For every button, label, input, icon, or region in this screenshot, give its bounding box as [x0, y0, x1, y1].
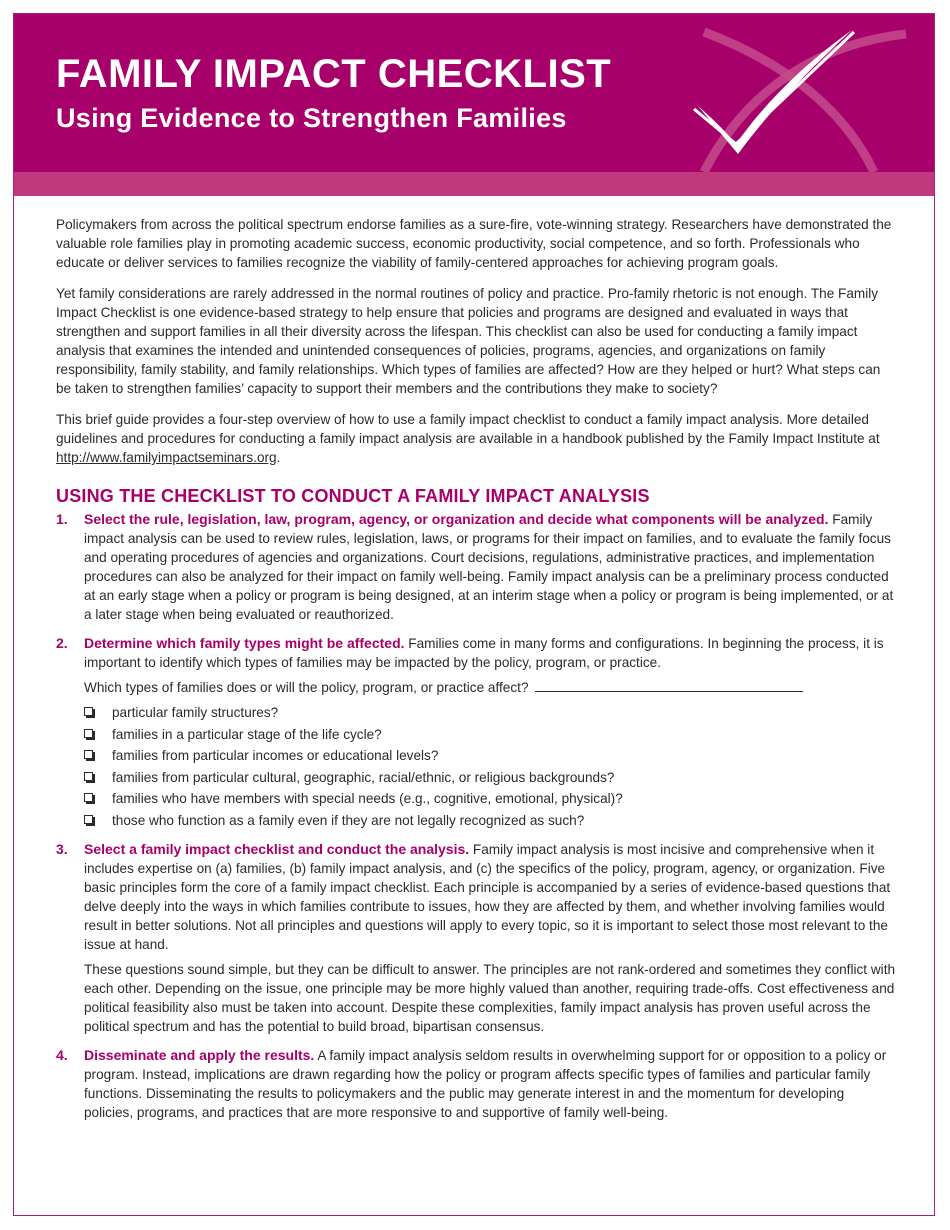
checklist-item[interactable]: [84, 746, 896, 765]
checkbox-icon[interactable]: [84, 772, 93, 781]
step-number: 4.: [56, 1046, 68, 1063]
family-type-checklist: [84, 703, 896, 830]
checkbox-icon[interactable]: [84, 707, 93, 716]
checklist-item[interactable]: [84, 789, 896, 808]
step-title: Select a family impact checklist and conduct the analysis.: [84, 840, 470, 857]
checklist-item[interactable]: [84, 811, 896, 830]
checkbox-icon[interactable]: [84, 750, 93, 759]
step-question: [84, 678, 896, 697]
checklist-item-label: those who function as a family even if they are not legally recognized as such?: [112, 812, 585, 828]
intro-paragraph-2: Yet family considerations are rarely addressed in the normal routines of policy and practice. Pro-family rhetoric is not enough. The Family Impact Checklist is one evidence-based strategy to help ensure that policies and programs are designed and evaluated in ways that strengthen and support families in all their diversity across the lifespan. This checklist can also be used for conducting a family impact analysis that examines the intended and unintended consequences of policies, programs, agencies, and organizations on family responsibility, family stability, and family relationships. Which types of families are affected? How are they helped or hurt? What steps can be taken to strengthen families’ capacity to support their members and the contributions they make to society?: [56, 286, 881, 396]
family-impact-link[interactable]: http://www.familyimpactseminars.org: [56, 450, 277, 465]
checklist-item-label: families from particular incomes or educational levels?: [112, 748, 439, 764]
step-number: 3.: [56, 840, 68, 857]
step-body: Families come in many forms and configurations. In beginning the process, it is important to identify which types of families may be impacted by the policy, program, or practice.: [84, 636, 884, 670]
step-number: 2.: [56, 635, 68, 651]
step-body: Family impact analysis can be used to review rules, legislation, laws, or programs for their impact on families, and to evaluate the family focus and operating procedures of agencies and organizations. Court decisions, regulations, administrative practices, and implementation procedures can also be analyzed for their impact on family well-being. Family impact analysis can be a preliminary process conducted at an early stage when a policy or program is being designed, at an interim stage when a policy or program is being implemented, or at a later stage when being evaluated or reauthorized.: [84, 512, 894, 622]
step-1: [56, 510, 896, 624]
question-text: Which types of families does or will the policy, program, or practice affect?: [84, 680, 529, 695]
step-number: 1.: [56, 511, 68, 527]
step-title: Select the rule, legislation, law, program, agency, or organization and decide what components will be analyzed.: [84, 511, 829, 527]
step-2: [56, 634, 896, 830]
checklist-item-label: families in a particular stage of the life cycle?: [112, 726, 382, 742]
answer-blank[interactable]: [535, 679, 803, 692]
step-3: [56, 840, 896, 1036]
page-subtitle: Using Evidence to Strengthen Families: [56, 103, 567, 133]
checkbox-icon[interactable]: [84, 815, 93, 824]
step-body-continued: These questions sound simple, but they can be difficult to answer. The principles are not rank-ordered and sometimes they conflict with each other. Depending on the issue, one principle may be more highly valued than another, requiring trade-offs. Cost effectiveness and political feasibility also must be taken into account. Despite these complexities, family impact analysis has proven useful across the political spectrum and has the potential to build broad, bipartisan consensus.: [84, 961, 896, 1034]
checkbox-icon[interactable]: [84, 729, 93, 738]
step-title: Disseminate and apply the results.: [84, 1046, 315, 1063]
checkbox-icon[interactable]: [84, 793, 93, 802]
main-content: [56, 215, 896, 1132]
intro-p3-text: This brief guide provides a four-step overview of how to use a family impact checklist to conduct a family impact analysis. More detailed guidelines and procedures for conducting a family impact analysis are available in a handbook published by the Family Impact Institute at: [56, 412, 880, 446]
step-text: [84, 634, 896, 672]
step-title: Determine which family types might be affected.: [84, 635, 405, 651]
step-4: [56, 1046, 896, 1122]
intro-p3-end: .: [276, 450, 281, 465]
checklist-item-label: families who have members with special needs (e.g., cognitive, emotional, physical)?: [112, 791, 623, 807]
intro-paragraph-3: [56, 410, 896, 467]
step-text: [84, 840, 896, 954]
checklist-item[interactable]: [84, 768, 896, 787]
step-body: A family impact analysis seldom results in overwhelming support for or opposition to a policy or program. Instead, implications are drawn regarding how the policy or program affects specific types of families and particular family functions. Disseminating the results to policymakers and the public may generate interest in and the momentum for developing policies, programs, and practices that are more responsive to and supportive of family well-being.: [84, 1047, 887, 1120]
checklist-item-label: particular family structures?: [112, 705, 279, 720]
step-text: [84, 510, 896, 624]
step-body: Family impact analysis is most incisive and comprehensive when it includes expertise on (a) families, (b) family impact analysis, and (c) the specifics of the policy, program, agency, or organization. Five basic principles form the core of a family impact checklist. Each principle is accompanied by a series of evidence-based questions that delve deeply into the ways in which families contribute to issues, how they are affected by them, and whether involving families would result in better solutions. Not all principles and questions will apply to every topic, so it is important to select those most relevant to the issue at hand.: [84, 841, 891, 952]
checklist-item[interactable]: [84, 725, 896, 744]
checklist-item[interactable]: [84, 703, 896, 722]
checklist-item-label: families from particular cultural, geographic, racial/ethnic, or religious backgrounds?: [112, 769, 615, 785]
section-heading: USING THE CHECKLIST TO CONDUCT A FAMILY IMPACT ANALYSIS: [56, 486, 650, 506]
intro-paragraph-1: Policymakers from across the political spectrum endorse families as a sure-fire, vote-winning strategy. Researchers have demonstrated the valuable role families play in promoting academic success, economic productivity, social competence, and so forth. Professionals who educate or deliver services to families recognize the viability of family-centered approaches for achieving program goals.: [56, 217, 892, 270]
page-title: FAMILY IMPACT CHECKLIST: [56, 52, 612, 96]
step-text: [84, 1046, 896, 1122]
